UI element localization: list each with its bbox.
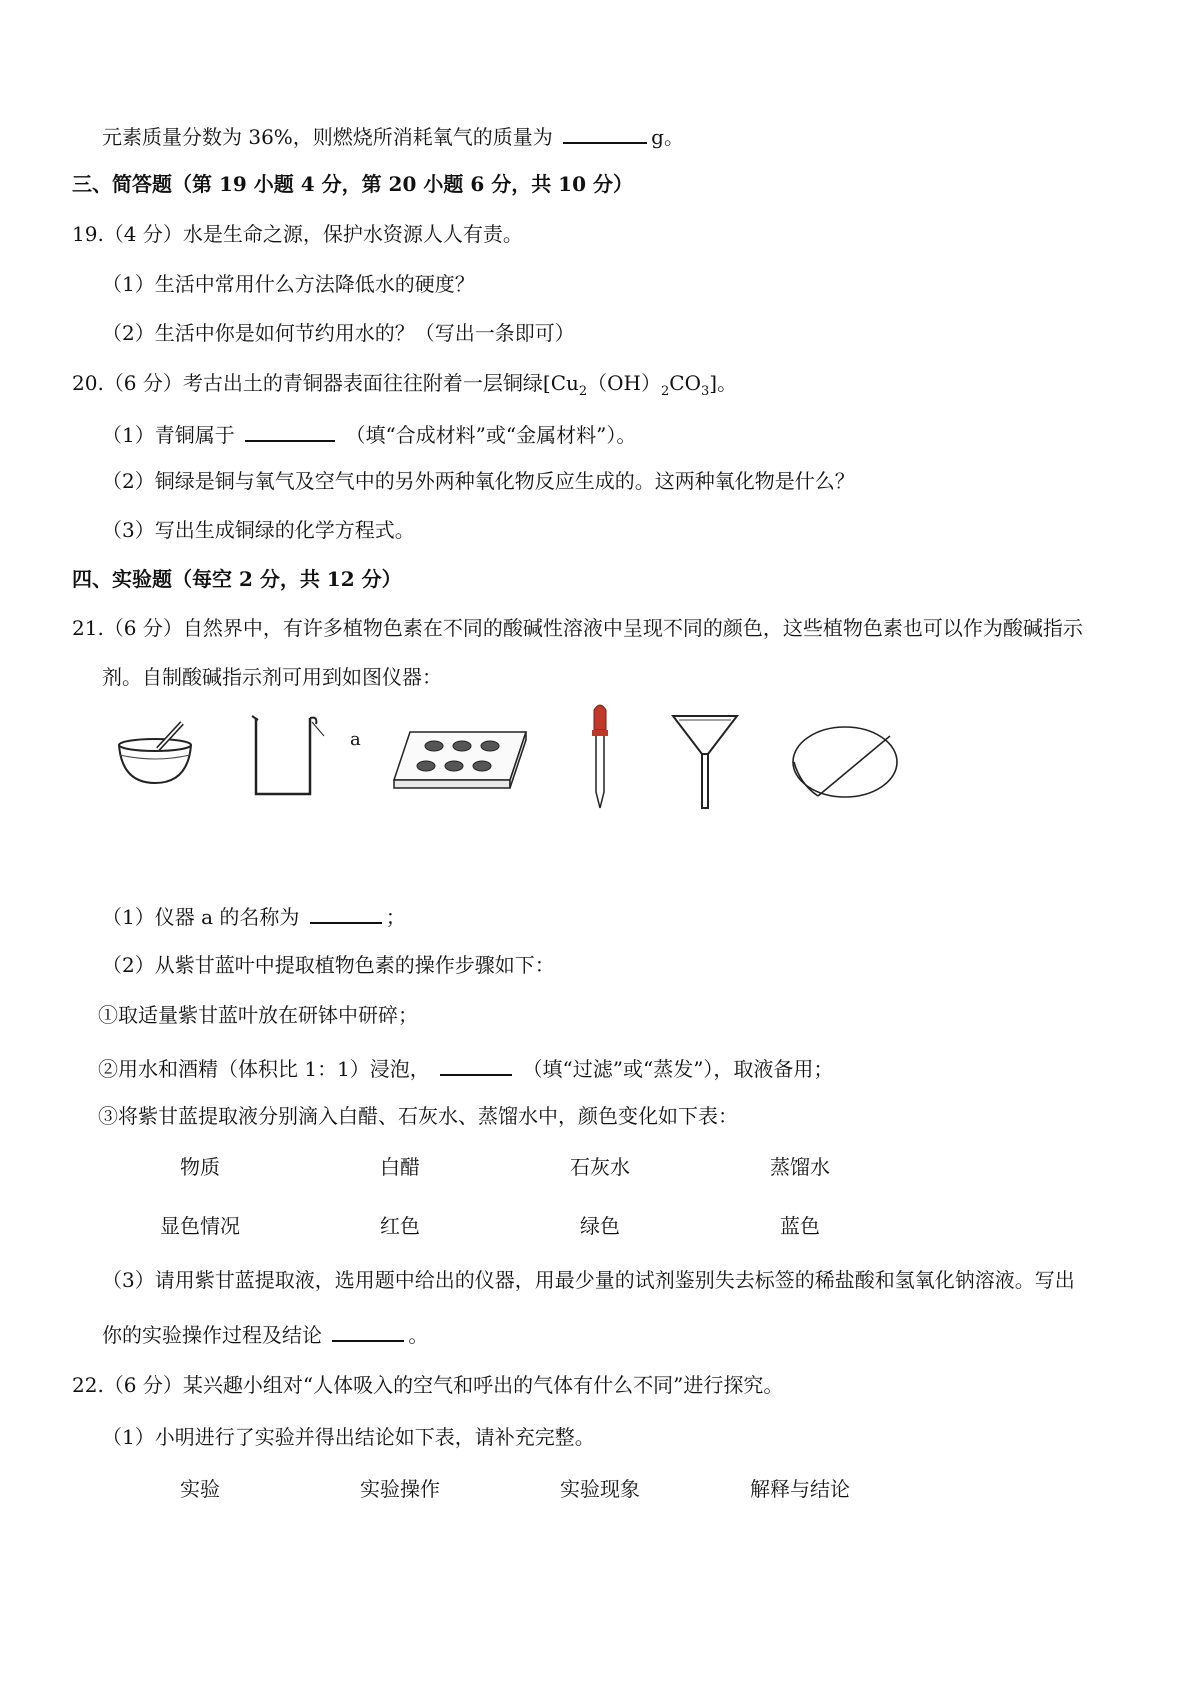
- question-21-part-3-line-2: [102, 1318, 428, 1349]
- part-text: 。: [408, 1323, 429, 1347]
- step-text: （填“过滤”或“蒸发”），取液备用；: [522, 1057, 834, 1081]
- part-text: 你的实验操作过程及结论: [102, 1323, 322, 1347]
- dropper-icon: [585, 700, 615, 810]
- question-22-part-1: （1）小明进行了实验并得出结论如下表，请补充完整。: [102, 1425, 595, 1449]
- question-19-stem: 19.（4 分）水是生命之源，保护水资源人人有责。: [72, 222, 523, 246]
- question-20-part-2: （2）铜绿是铜与氧气及空气中的另外两种氧化物反应生成的。这两种氧化物是什么？: [102, 469, 855, 493]
- subscript: 2: [578, 384, 588, 399]
- question-21-part-1: [102, 900, 406, 931]
- section-heading: 三、简答题（第 19 小题 4 分，第 20 小题 6 分，共 10 分）: [72, 172, 633, 196]
- question-20-part-3: （3）写出生成铜绿的化学方程式。: [102, 518, 415, 542]
- answer-blank[interactable]: [245, 418, 335, 442]
- subscript: 2: [661, 384, 670, 399]
- question-21-part-3-line-1: （3）请用紫甘蓝提取液，选用题中给出的仪器，用最少量的试剂鉴别失去标签的稀盐酸和氢氧化钠溶液。写出: [102, 1268, 1075, 1292]
- section-heading: 四、实验题（每空 2 分，共 12 分）: [72, 567, 402, 591]
- question-21-part-2: （2）从紫甘蓝叶中提取植物色素的操作步骤如下：: [102, 953, 555, 977]
- answer-blank[interactable]: [563, 120, 647, 144]
- beaker-label-a: a: [350, 729, 361, 750]
- mortar-icon: [110, 715, 200, 790]
- part-text: ；: [385, 905, 406, 929]
- answer-blank[interactable]: [440, 1052, 512, 1076]
- table-header-cell: 白醋: [380, 1155, 420, 1179]
- part-text: （1）仪器 a 的名称为: [102, 905, 300, 929]
- question-21-step-2: [98, 1052, 833, 1083]
- table-cell: 红色: [380, 1214, 420, 1238]
- spot-plate-icon: [390, 730, 530, 790]
- table-header-cell: 蒸馏水: [770, 1155, 830, 1179]
- continuation-line: [102, 120, 684, 151]
- table-cell: 显色情况: [160, 1214, 240, 1238]
- question-21-step-3: ③将紫甘蓝提取液分别滴入白醋、石灰水、蒸馏水中，颜色变化如下表：: [98, 1104, 738, 1128]
- table-header-cell: 实验: [180, 1477, 220, 1501]
- table-cell: 绿色: [580, 1214, 620, 1238]
- table-header-cell: 实验操作: [360, 1477, 440, 1501]
- question-21-step-1: ①取适量紫甘蓝叶放在研钵中研碎；: [98, 1003, 418, 1027]
- part-text: （1）青铜属于: [102, 423, 235, 447]
- table-header-cell: 解释与结论: [750, 1477, 850, 1501]
- beaker-icon: [250, 710, 330, 800]
- question-20-stem: [72, 369, 737, 406]
- question-21-stem-line-1: 21.（6 分）自然界中，有许多植物色素在不同的酸碱性溶液中呈现不同的颜色，这些植物色素也可以作为酸碱指示: [72, 616, 1083, 640]
- question-20-part-1: [102, 418, 636, 449]
- stem-text: ]。: [709, 371, 738, 395]
- question-19-part-2: （2）生活中你是如何节约用水的？（写出一条即可）: [102, 321, 575, 345]
- stem-text: CO: [669, 371, 701, 395]
- filter-paper-icon: [790, 724, 900, 800]
- step-text: ②用水和酒精（体积比 1：1）浸泡，: [98, 1057, 430, 1081]
- question-19-part-1: （1）生活中常用什么方法降低水的硬度？: [102, 272, 475, 296]
- table-header-cell: 石灰水: [570, 1155, 630, 1179]
- question-21-stem-line-2: 剂。自制酸碱指示剂可用到如图仪器：: [102, 665, 442, 689]
- table-header-cell: 实验现象: [560, 1477, 640, 1501]
- stem-text: （OH）: [587, 371, 661, 395]
- unit-text: g。: [651, 125, 684, 149]
- answer-blank[interactable]: [332, 1318, 404, 1342]
- table-cell: 蓝色: [780, 1214, 820, 1238]
- question-22-stem: 22.（6 分）某兴趣小组对“人体吸入的空气和呼出的气体有什么不同”进行探究。: [72, 1373, 784, 1397]
- funnel-icon: [670, 712, 740, 812]
- stem-text: 20.（6 分）考古出土的青铜器表面往往附着一层铜绿[Cu: [72, 371, 579, 395]
- subscript: 3: [700, 384, 710, 399]
- table-header-cell: 物质: [180, 1155, 220, 1179]
- continuation-text: 元素质量分数为 36%，则燃烧所消耗氧气的质量为: [102, 125, 553, 149]
- part-text: （填“合成材料”或“金属材料”）。: [345, 423, 637, 447]
- answer-blank[interactable]: [310, 900, 382, 924]
